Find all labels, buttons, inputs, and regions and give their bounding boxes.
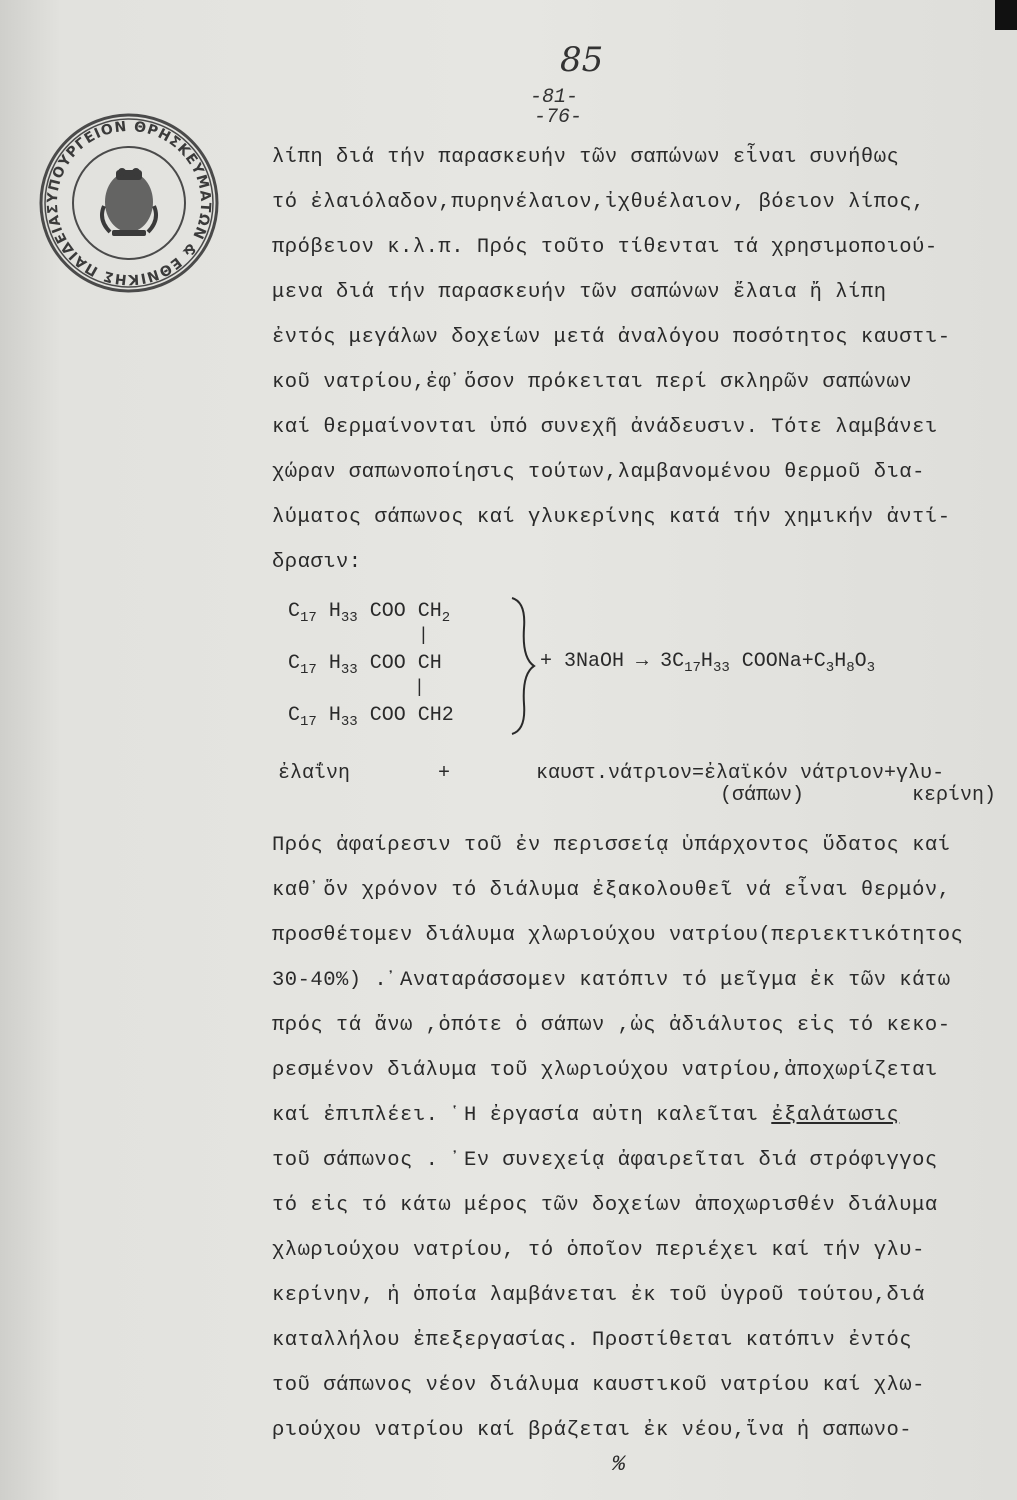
page-number-handwritten: 85	[560, 40, 604, 80]
product-name: καυστ.νάτριον=ἐλαϊκόν νάτριον+γλυ-	[536, 762, 945, 785]
text-line: τοῦ σάπωνος νέον διάλυμα καυστικοῦ νατρίου καί χλω-	[272, 1374, 925, 1397]
text-line: μενα διά τήν παρασκευήν τῶν σαπώνων ἔλαια ἤ λίπη	[272, 281, 887, 304]
text-line: τοῦ σάπωνος . ᾽Εν συνεχείᾳ ἀφαιρεῖται διά στρόφιγγος	[272, 1149, 938, 1172]
text-line: λύματος σάπωνος καί γλυκερίνης κατά τήν χημικήν ἀντί-	[272, 506, 951, 529]
plus-sign: +	[438, 762, 451, 785]
text-line: κοῦ νατρίου,ἐφ᾽ὅσον πρόκειται περί σκληρῶν σαπώνων	[272, 371, 913, 394]
bond-mark: |	[418, 626, 429, 646]
stamp-text: ΥΠΟΥΡΓΕΙΟΝ ΘΡΗΣΚΕΥΜΑΤΩΝ & ΕΘΝΙΚΗΣ ΠΑΙΔΕΙΑΣ	[44, 118, 214, 288]
product-note: (σάπων)	[720, 784, 805, 807]
text-line: ρεσμένον διάλυμα τοῦ χλωριούχου νατρίου,ἀποχωρίζεται	[272, 1059, 938, 1082]
underlined-term: ἐξαλάτωσις	[771, 1104, 900, 1127]
text-line: 30-40%) .᾽Αναταράσσομεν κατόπιν τό μεῖγμα ἐκ τῶν κάτω	[272, 969, 951, 992]
text-line: καί ἐπιπλέει. ῾Η ἐργασία αὐτη καλεῖται ἐξαλάτωσις	[272, 1104, 900, 1127]
reaction-row-1: $C_{17}$ $H_{33}$ COO $CH_2$	[288, 600, 451, 626]
text-line: ριούχου νατρίου καί βράζεται ἐκ νέου,ἵνα ἡ σαπωνο-	[272, 1419, 913, 1442]
scan-corner	[995, 0, 1017, 30]
crest-icon	[102, 168, 156, 236]
bond-mark: |	[414, 678, 425, 698]
text-line: λίπη διά τήν παρασκευήν τῶν σαπώνων εἶναι συνήθως	[272, 146, 900, 169]
text-line: τό εἰς τό κάτω μέρος τῶν δοχείων ἀποχωρισθέν διάλυμα	[272, 1194, 938, 1217]
page-number-middle: -81-	[530, 86, 579, 109]
reactant-name: ἐλαΐνη	[278, 762, 351, 785]
text-line: δρασιν:	[272, 551, 362, 574]
continuation-mark: %	[612, 1452, 626, 1477]
text-line: πρόβειον κ.λ.π. Πρός τοῦτο τίθενται τά χρησιμοποιού-	[272, 236, 938, 259]
text-line: προσθέτομεν διάλυμα χλωριούχου νατρίου(περιεκτικότητος	[272, 924, 964, 947]
text-line: χώραν σαπωνοποίησις τούτων,λαμβανομένου θερμοῦ δια-	[272, 461, 925, 484]
reaction-rhs: + 3NaOH → $3C_{17}H_{33}$ $COONa+C_3H_8O_3$	[540, 650, 876, 676]
text-line: καταλλήλου ἐπεξεργασίας. Προστίθεται κατόπιν ἐντός	[272, 1329, 913, 1352]
reaction-row-2: $C_{17}$ $H_{33}$ COO CH	[288, 652, 442, 678]
text-line: κερίνην, ἡ ὁποία λαμβάνεται ἐκ τοῦ ὑγροῦ τούτου,διά	[272, 1284, 925, 1307]
text-line: Πρός ἀφαίρεσιν τοῦ ἐν περισσείᾳ ὑπάρχοντος ὕδατος καί	[272, 834, 951, 857]
text-line: τό ἐλαιόλαδον,πυρηνέλαιον,ἰχθυέλαιον, βόειον λίπος,	[272, 191, 925, 214]
text-line: καί θερμαίνονται ὑπό συνεχῆ ἀνάδευσιν. Τότε λαμβάνει	[272, 416, 938, 439]
brace-icon	[506, 596, 540, 736]
text-line: πρός τά ἄνω ,ὁπότε ὁ σάπων ,ὡς ἀδιάλυτος εἰς τό κεκο-	[272, 1014, 951, 1037]
text-line: καθ᾽ὅν χρόνον τό διάλυμα ἐξακολουθεῖ νά εἶναι θερμόν,	[272, 879, 951, 902]
reaction-row-3: $C_{17}$ $H_{33}$ COO CH2	[288, 704, 454, 730]
page-number-struck: -76-	[534, 106, 583, 129]
text-line: ἐντός μεγάλων δοχείων μετά ἀναλόγου ποσότητος καυστι-	[272, 326, 951, 349]
text-line: χλωριούχου νατρίου, τό ὁποῖον περιέχει καί τήν γλυ-	[272, 1239, 925, 1262]
official-stamp	[36, 110, 222, 296]
product-note-2: κερίνη)	[912, 784, 997, 807]
